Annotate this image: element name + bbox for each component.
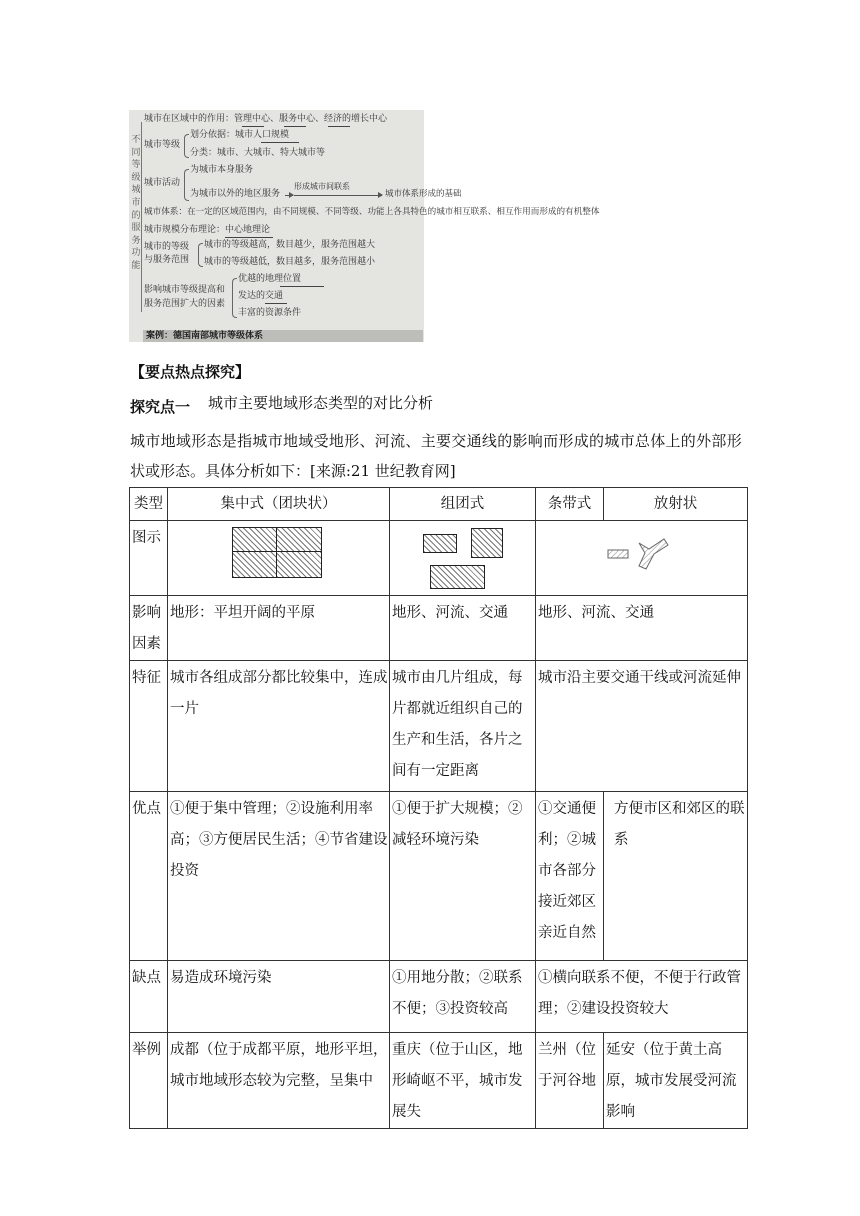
mindmap-range-1: 城市的等级越高，数目越少，服务范围越大 (204, 240, 376, 250)
comparison-table (129, 487, 748, 1129)
header-strip: 条带式 (536, 488, 604, 521)
mindmap-grade-class: 分类：城市、大城市、特大城市等 (190, 148, 326, 158)
table-row (130, 661, 748, 792)
table-cell: 城市沿主要交通干线或河流延伸 (536, 661, 748, 792)
underline (242, 126, 264, 127)
mindmap-vertical-label: 不同等级城市的服务功能 (131, 135, 141, 271)
mindmap-factor-1: 优越的地理位置 (238, 274, 302, 284)
table-cell: 地形、河流、交通 (536, 596, 748, 661)
table-header-row (130, 488, 748, 521)
row-label: 影响因素 (130, 596, 168, 661)
brace (198, 243, 203, 267)
point-label: 探究点一 (130, 398, 191, 416)
arrow-icon (294, 195, 382, 196)
underline (284, 126, 306, 127)
table-cell: ①横向联系不便，不便于行政管理；②建设投资较大 (536, 961, 748, 1033)
brace (184, 134, 189, 158)
table-row (130, 792, 748, 961)
hatch-block (423, 534, 457, 553)
mindmap-case: 案例：德国南部城市等级体系 (143, 330, 423, 342)
mindmap-factor-label-1: 影响城市等级提高和 (144, 285, 226, 295)
figure-strip-radial (536, 521, 748, 596)
mindmap-factor-label-2: 服务范围扩大的因素 (144, 299, 226, 309)
mindmap-factor-3: 丰富的资源条件 (238, 308, 302, 318)
underline (225, 237, 273, 238)
brace (232, 278, 237, 318)
row-label: 特征 (130, 661, 168, 792)
arrow-icon (285, 195, 293, 196)
underline (328, 126, 350, 127)
table-row (130, 1033, 748, 1129)
mindmap-theory: 城市规模分布理论：中心地理论 (144, 225, 271, 235)
table-row (130, 596, 748, 661)
figure-concentrated (168, 521, 390, 596)
header-concentrated: 集中式（团块状） (168, 488, 390, 521)
intro-line-2: 状或形态。具体分析如下：[来源:21 世纪教育网] (130, 462, 456, 480)
mindmap-range-2: 城市的等级越低，数目越多，服务范围越小 (204, 257, 376, 267)
table-row (130, 961, 748, 1033)
table-cell: 城市各组成部分都比较集中，连成一片 (168, 661, 390, 792)
table-cell: 方便市区和郊区的联系 (604, 792, 748, 961)
mindmap-role: 城市在区域中的作用：管理中心、服务中心、经济的增长中心 (144, 114, 388, 124)
header-radial: 放射状 (604, 488, 748, 521)
row-label: 举例 (130, 1033, 168, 1129)
mindmap-figure (129, 110, 600, 342)
underline (261, 142, 299, 143)
hatch-block (232, 551, 278, 578)
row-label: 图示 (130, 521, 168, 596)
hatch-block (232, 527, 278, 553)
mindmap-activity-1: 为城市本身服务 (190, 165, 254, 175)
mindmap-activity-result: 城市体系形成的基础 (385, 189, 462, 199)
table-cell: 成都（位于成都平原，地形平坦，城市地域形态较为完整，呈集中 (168, 1033, 390, 1129)
hatch-block (276, 551, 322, 578)
radial-shape-icon (538, 523, 747, 583)
row-label: 缺点 (130, 961, 168, 1033)
table-row (130, 521, 748, 596)
table-cell: ①交通便利；②城市各部分接近郊区亲近自然 (536, 792, 604, 961)
mindmap-factor-2: 发达的交通 (238, 291, 284, 301)
table-cell: ①用地分散；②联系不便；③投资较高 (390, 961, 536, 1033)
point-title: 城市主要地域形态类型的对比分析 (208, 394, 434, 412)
table-cell: 重庆（位于山区，地形崎岖不平，城市发展失 (390, 1033, 536, 1129)
underline (265, 303, 287, 304)
table-cell: ①便于扩大规模；②减轻环境污染 (390, 792, 536, 961)
mindmap-range-label-1: 城市的等级 (144, 242, 190, 252)
hatch-block (276, 527, 322, 553)
table-cell: 延安（位于黄土高原，城市发展受河流影响 (604, 1033, 748, 1129)
mindmap-activity-arrow: 形成城市间联系 (294, 182, 350, 191)
table-cell: ①便于集中管理；②设施利用率高；③方便居民生活；④节省建设投资 (168, 792, 390, 961)
mindmap-activity-2: 为城市以外的地区服务 (190, 189, 281, 199)
figure-cluster (390, 521, 536, 596)
mindmap-system: 城市体系：在一定的区域范围内，由不同规模、不同等级、功能上各具特色的城市相互联系、相互作用而形成的有机整体 (144, 207, 600, 217)
row-label: 优点 (130, 792, 168, 961)
underline (280, 286, 324, 287)
intro-line-1: 城市地域形态是指城市地域受地形、河流、主要交通线的影响而形成的城市总体上的外部形 (130, 432, 743, 450)
mindmap-activity-label: 城市活动 (144, 178, 181, 188)
mindmap-grade-basis: 划分依据：城市人口规模 (190, 130, 290, 140)
header-cluster: 组团式 (390, 488, 536, 521)
section-heading: 【要点热点探究】 (130, 363, 251, 381)
hatch-block (471, 528, 503, 558)
header-type: 类型 (130, 488, 168, 521)
brace (184, 169, 189, 201)
mindmap-range-label-2: 与服务范围 (144, 255, 190, 265)
mindmap-grade-label: 城市等级 (144, 140, 181, 150)
table-cell: 易造成环境污染 (168, 961, 390, 1033)
table-cell: 城市由几片组成，每片都就近组织自己的生产和生活，各片之间有一定距离 (390, 661, 536, 792)
mindmap-divider (141, 122, 142, 312)
table-cell: 地形、河流、交通 (390, 596, 536, 661)
hatch-block (430, 565, 485, 589)
table-cell: 兰州（位于河谷地 (536, 1033, 604, 1129)
table-cell: 地形：平坦开阔的平原 (168, 596, 390, 661)
